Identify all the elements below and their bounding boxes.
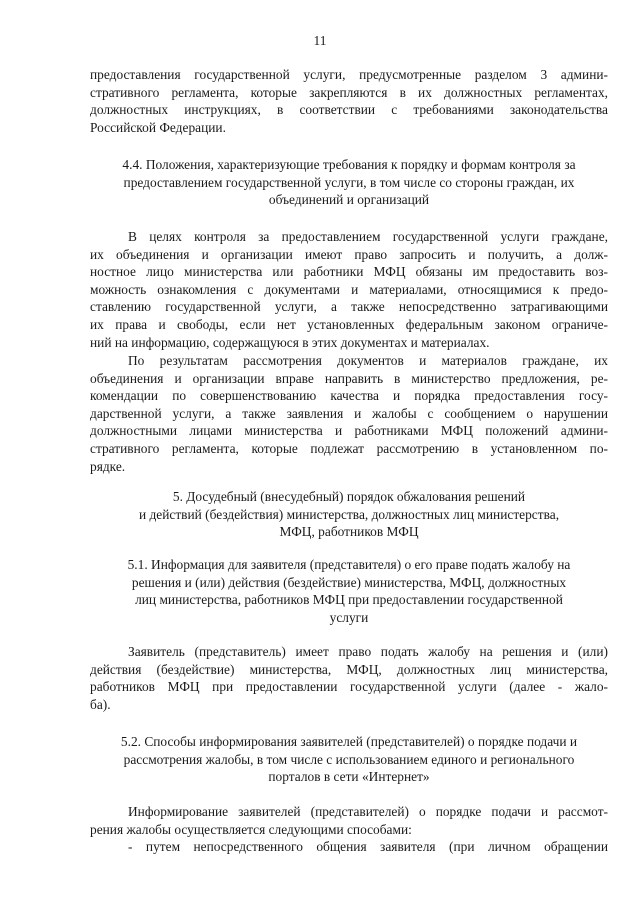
- text-line: дарственной услуги, а также заявления и жалобы с сообщением о нарушении: [90, 405, 608, 421]
- section-heading-5: [90, 488, 608, 541]
- text-line: действия (бездействие) министерства, МФЦ, должностных лиц министерства,: [90, 661, 608, 677]
- text-line: комендации по совершенствованию качества и порядка предоставления госу-: [90, 388, 608, 404]
- text-line: объединения и организации вправе направить в министерство предложения, ре-: [90, 370, 608, 386]
- text-line: рядке.: [90, 458, 126, 474]
- heading-line: порталов в сети «Интернет»: [268, 769, 430, 785]
- heading-line: и действий (бездействия) министерства, должностных лиц министерства,: [138, 506, 560, 522]
- text-line: должностными лицами министерства и работниками МФЦ положений админи-: [90, 423, 608, 439]
- section-heading-4-4: [90, 156, 608, 209]
- paragraph-informing-methods: [90, 803, 608, 856]
- text-line: ний на информацию, содержащуюся в этих документах и материалах.: [90, 334, 490, 350]
- text-line: ностное лицо министерства или работники МФЦ обязаны им предоставить воз-: [90, 264, 608, 280]
- text-line: их объединения и организации имеют право запросить и получить, а долж-: [90, 246, 608, 262]
- text-line: можность ознакомления с документами и материалами, относящимися к предо-: [90, 281, 608, 297]
- section-heading-5-1: [90, 556, 608, 626]
- paragraph-carry-over: [90, 66, 608, 136]
- text-line: В целях контроля за предоставлением государственной услуги граждане,: [128, 229, 608, 244]
- text-line: стративного регламента, которые подлежат рассмотрению в установленном по-: [90, 440, 608, 456]
- list-item: - путем непосредственного общения заявителя (при личном обращении: [128, 839, 608, 855]
- heading-line: услуги: [329, 609, 369, 625]
- paragraph-control-proposals: [90, 352, 608, 475]
- text-line: должностных инструкциях, в соответствии с требованиями законодательства: [90, 102, 608, 118]
- heading-line: лиц министерства, работников МФЦ при предоставлении государственной: [135, 592, 563, 608]
- text-line: рения жалобы осуществляется следующими способами:: [90, 821, 412, 837]
- text-line: Российской Федерации.: [90, 119, 226, 135]
- paragraph-complaint-right: [90, 643, 608, 713]
- text-line: Информирование заявителей (представителей) о порядке подачи и рассмот-: [128, 804, 608, 819]
- heading-line: рассмотрения жалобы, в том числе с использованием единого и регионального: [123, 751, 575, 767]
- text-line: стративного регламента, которые закрепляются в их должностных регламентах,: [90, 84, 608, 100]
- paragraph-control-rights: [90, 228, 608, 351]
- page-number: 11: [313, 33, 327, 48]
- heading-line: 4.4. Положения, характеризующие требования к порядку и формам контроля за: [122, 157, 576, 172]
- text-line: ба).: [90, 696, 111, 712]
- heading-line: объединений и организаций: [268, 192, 430, 208]
- text-line: их права и свободы, если нет установленных федеральным законом ограниче-: [90, 316, 608, 332]
- section-heading-5-2: [90, 733, 608, 786]
- heading-line: МФЦ, работников МФЦ: [279, 524, 419, 540]
- heading-line: 5.2. Способы информирования заявителей (представителей) о порядке подачи и: [120, 734, 578, 749]
- text-line: ставлению государственной услуги, а также непосредственно затрагивающими: [90, 299, 608, 315]
- text-line: Заявитель (представитель) имеет право подать жалобу на решения и (или): [128, 644, 608, 659]
- text-line: По результатам рассмотрения документов и материалов граждане, их: [128, 353, 608, 368]
- heading-line: решения и (или) действия (бездействие) министерства, МФЦ, должностных: [131, 574, 567, 590]
- heading-line: предоставлением государственной услуги, в том числе со стороны граждан, их: [123, 174, 575, 190]
- text-line: предоставления государственной услуги, предусмотренные разделом 3 админи-: [90, 67, 608, 82]
- text-line: работников МФЦ при предоставлении государственной услуги (далее - жало-: [90, 679, 608, 695]
- heading-line: 5.1. Информация для заявителя (представителя) о его праве подать жалобу на: [127, 557, 571, 572]
- heading-line: 5. Досудебный (внесудебный) порядок обжалования решений: [172, 489, 526, 504]
